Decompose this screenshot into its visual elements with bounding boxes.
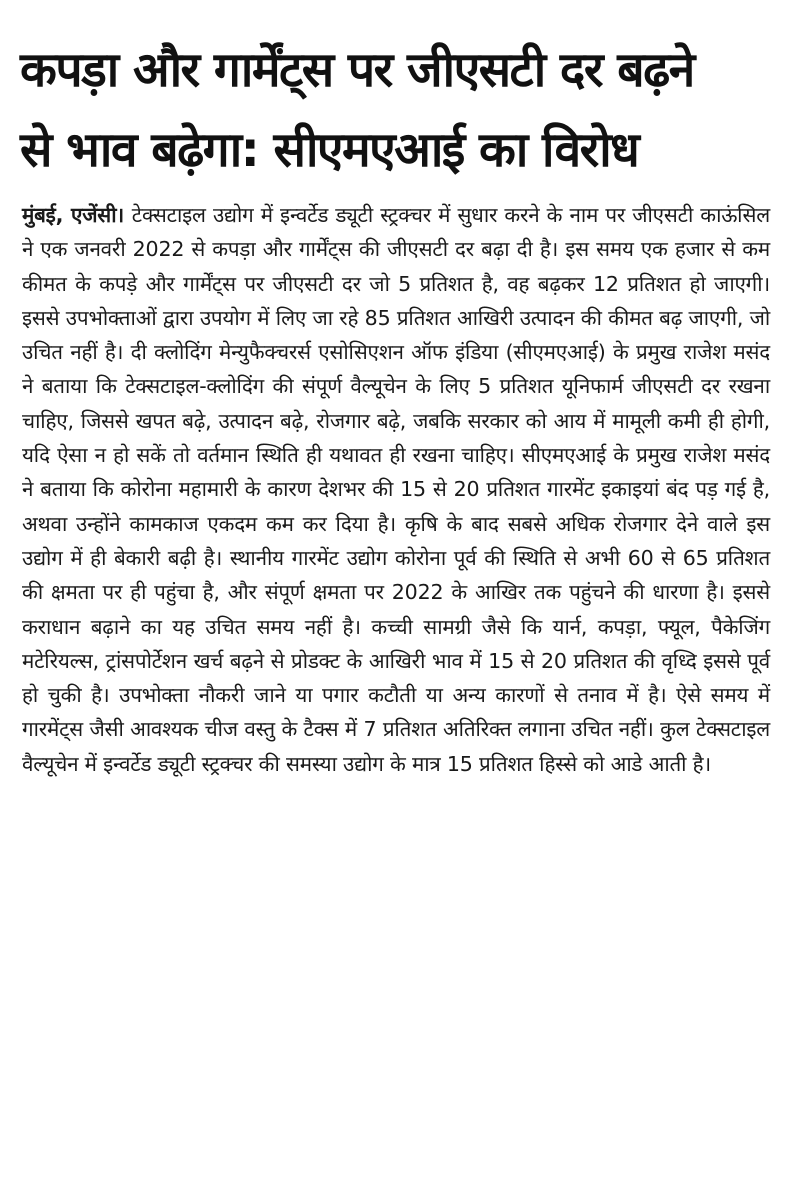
article-headline: [20, 30, 780, 190]
headline-line-2: से भाव बढ़ेगा: सीएमएआई का विरोध: [20, 122, 639, 178]
dateline: मुंबई, एजेंसी।: [22, 203, 132, 227]
article-body: [22, 198, 770, 781]
headline-line-1: कपड़ा और गार्मेंट्स पर जीएसटी दर बढ़ने: [20, 42, 694, 98]
article-body-text: टेक्सटाइल उद्योग में इन्वर्टेड ड्यूटी स्ट्रक्चर में सुधार करने के नाम पर जीएसटी काऊंसिल ने एक जनवरी 2022 से कपड़ा और गार्मेंट्स की जीएसटी दर बढ़ा दी है। इस समय एक हजार से कम कीमत के कपड़े और गार्मेंट्स पर जीएसटी दर जो 5 प्रतिशत है, वह बढ़कर 12 प्रतिशत हो जाएगी। इससे उपभोक्ताओं द्वारा उपयोग में लिए जा रहे 85 प्रतिशत आखिरी उत्पादन की कीमत बढ़ जाएगी, जो उचित नहीं है। दी क्लोदिंग मेन्युफैक्चरर्स एसोसिएशन ऑफ इंडिया (सीएमएआई) के प्रमुख राजेश मसंद ने बताया कि टेक्सटाइल-क्लोदिंग की संपूर्ण वैल्यूचेन के लिए 5 प्रतिशत यूनिफार्म जीएसटी दर रखना चाहिए, जिससे खपत बढ़े, उत्पादन बढ़े, रोजगार बढ़े, जबकि सरकार को आय में मामूली कमी ही होगी, यदि ऐसा न हो सकें तो वर्तमान स्थिति ही यथावत ही रखना चाहिए। सीएमएआई के प्रमुख राजेश मसंद ने बताया कि कोरोना महामारी के कारण देशभर की 15 से 20 प्रतिशत गारमेंट इकाइयां बंद पड़ गई है, अथवा उन्होंने कामकाज एकदम कम कर दिया है। कृषि के बाद सबसे अधिक रोजगार देने वाले इस उद्योग में ही बेकारी बढ़ी है। स्थानीय गारमेंट उद्योग कोरोना पूर्व की स्थिति से अभी 60 से 65 प्रतिशत की क्षमता पर ही पहुंचा है, और संपूर्ण क्षमता पर 2022 के आखिर तक पहुंचने की धारणा है। इससे कराधान बढ़ाने का यह उचित समय नहीं है। कच्ची सामग्री जैसे कि यार्न, कपड़ा, फ्यूल, पैकेजिंग मटेरियल्स, ट्रांसपोर्टेशन खर्च बढ़ने से प्रोडक्ट के आखिरी भाव में 15 से 20 प्रतिशत की वृध्दि इससे पूर्व हो चुकी है। उपभोक्ता नौकरी जाने या पगार कटौती या अन्य कारणों से तनाव में है। ऐसे समय में गारमेंट्स जैसी आवश्यक चीज वस्तु के टैक्स में 7 प्रतिशत अतिरिक्त लगाना उचित नहीं। कुल टेक्सटाइल वैल्यूचेन में इन्वर्टेड ड्यूटी स्ट्रक्चर की समस्या उद्योग के मात्र 15 प्रतिशत हिस्से को आडे आती है।: [22, 203, 771, 776]
